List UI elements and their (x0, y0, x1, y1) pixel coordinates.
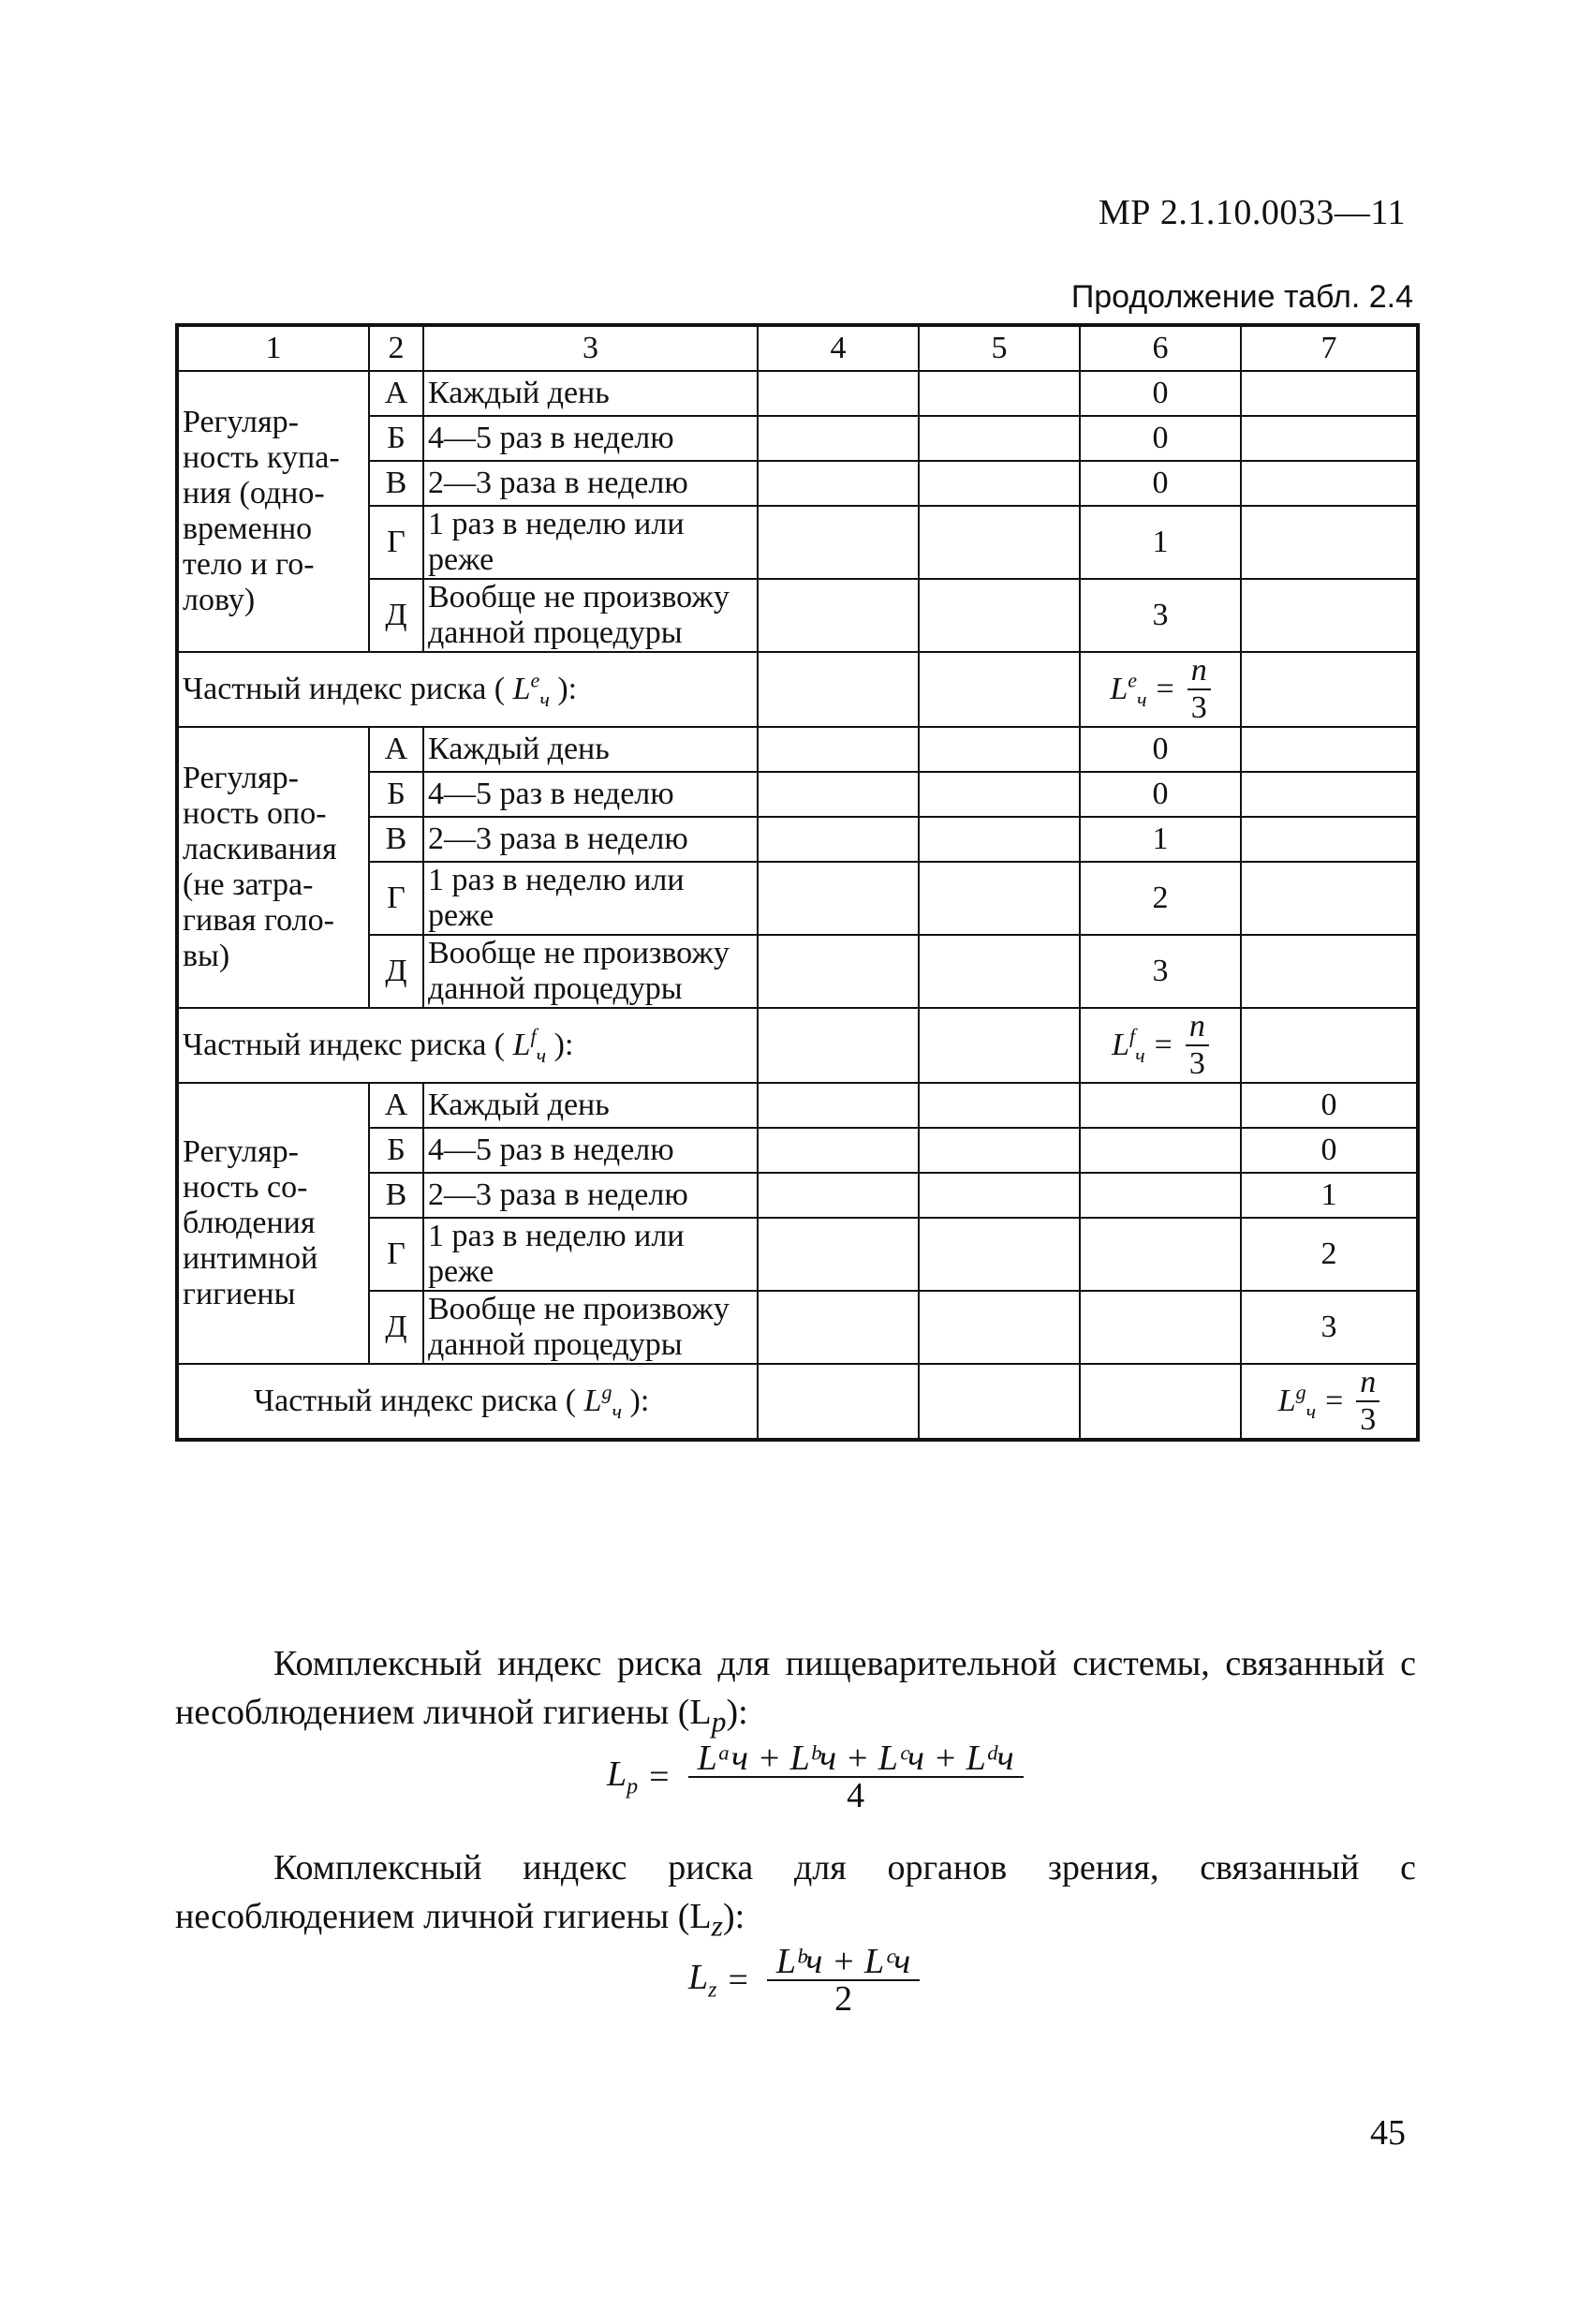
empty-cell (919, 1364, 1080, 1440)
empty-cell (1080, 1083, 1241, 1128)
option-letter: А (369, 1083, 423, 1128)
option-text: 1 раз в неделю или реже (423, 1218, 758, 1291)
formula-digestive-lhs-symbol: L (607, 1754, 627, 1795)
option-text: 4—5 раз в неделю (423, 772, 758, 817)
empty-cell (919, 1008, 1080, 1083)
option-letter: Д (369, 935, 423, 1008)
index-symbol (583, 1380, 623, 1423)
empty-cell (758, 772, 919, 817)
option-text: 1 раз в неделю или реже (423, 862, 758, 935)
col-header: 3 (423, 325, 758, 371)
option-letter: Г (369, 1218, 423, 1291)
option-text: 2—3 раза в неделю (423, 461, 758, 506)
option-text: 2—3 раза в неделю (423, 817, 758, 862)
option-letter: Б (369, 416, 423, 461)
score-cell: 0 (1241, 1083, 1418, 1128)
option-letter: В (369, 1173, 423, 1218)
index-label-suffix: ): (557, 672, 578, 706)
formula-symbol-sub: ч (1305, 1399, 1317, 1423)
empty-cell (919, 1128, 1080, 1173)
col-header: 4 (758, 325, 919, 371)
partial-risk-index-label (177, 652, 758, 727)
formula-symbol-letter: L (1277, 1384, 1296, 1418)
empty-cell (758, 1364, 919, 1440)
empty-cell (919, 652, 1080, 727)
formula-digestive-fraction (688, 1740, 1024, 1813)
option-letter: В (369, 817, 423, 862)
option-text: Каждый день (423, 727, 758, 772)
empty-cell (919, 1083, 1080, 1128)
empty-cell (758, 1083, 919, 1128)
index-symbol-letter: L (583, 1384, 602, 1418)
formula-symbol-sub: ч (1135, 1043, 1145, 1067)
partial-risk-formula: $L^f_ч$ = $\frac{n}{3}$ (1080, 1008, 1241, 1083)
score-cell: 0 (1080, 371, 1241, 416)
parameter-cell: Регуляр-ность со-блюдения интимной гигиены (177, 1083, 369, 1364)
empty-cell (1080, 1364, 1241, 1440)
empty-cell (758, 1128, 919, 1173)
empty-cell (919, 862, 1080, 935)
empty-cell (919, 935, 1080, 1008)
score-cell: 0 (1080, 416, 1241, 461)
col-header: 2 (369, 325, 423, 371)
empty-cell (1241, 416, 1418, 461)
formula-denominator: 3 (1360, 1402, 1377, 1437)
empty-cell (1241, 506, 1418, 579)
formula-vision-lhs-sub: z (708, 1977, 717, 2003)
option-text: 1 раз в неделю или реже (423, 506, 758, 579)
empty-cell (758, 817, 919, 862)
empty-cell (758, 727, 919, 772)
formula-digestive-lhs-sub: p (627, 1774, 639, 1799)
option-letter: Г (369, 506, 423, 579)
partial-risk-index-label (177, 1008, 758, 1083)
empty-cell (919, 506, 1080, 579)
score-cell: 2 (1241, 1218, 1418, 1291)
paragraph-vision-sub: z (711, 1909, 723, 1943)
empty-cell (919, 579, 1080, 652)
empty-cell (1241, 579, 1418, 652)
col-header: 7 (1241, 325, 1418, 371)
option-text: Вообще не произвожу данной процедуры (423, 579, 758, 652)
score-cell: 3 (1080, 935, 1241, 1008)
formula-vision-fraction (767, 1944, 920, 2017)
score-cell: 1 (1080, 506, 1241, 579)
paragraph-vision (175, 1843, 1416, 1951)
empty-cell (919, 772, 1080, 817)
index-label-suffix: ): (629, 1384, 650, 1418)
empty-cell (919, 1291, 1080, 1364)
formula-digestive-lhs (607, 1754, 638, 1800)
option-letter: А (369, 727, 423, 772)
empty-cell (1241, 652, 1418, 727)
index-symbol-sub: ч (539, 687, 550, 711)
formula-numerator: n (1187, 653, 1211, 690)
formula-numerator: n (1186, 1009, 1209, 1046)
formula-digestive-numerator: Lᵃч + Lᵇч + Lᶜч + Lᵈч (688, 1740, 1024, 1778)
empty-cell (758, 935, 919, 1008)
option-text: Вообще не произвожу данной процедуры (423, 1291, 758, 1364)
paragraph-digestive (175, 1639, 1416, 1747)
col-header: 6 (1080, 325, 1241, 371)
paragraph-vision-end: ): (722, 1897, 745, 1936)
table-continuation-caption: Продолжение табл. 2.4 (1070, 279, 1413, 315)
formula-symbol-letter: L (1112, 1028, 1130, 1062)
option-letter: В (369, 461, 423, 506)
empty-cell (1241, 935, 1418, 1008)
score-cell: 1 (1241, 1173, 1418, 1218)
empty-cell (758, 506, 919, 579)
formula-vision-numerator: Lᵇч + Lᶜч (767, 1944, 920, 1981)
empty-cell (919, 817, 1080, 862)
empty-cell (758, 652, 919, 727)
parameter-cell: Регуляр-ность купа-ния (одно-временно тело и го-лову) (177, 371, 369, 652)
table-row (177, 727, 1418, 772)
empty-cell (758, 579, 919, 652)
empty-cell (919, 461, 1080, 506)
empty-cell (758, 371, 919, 416)
empty-cell (1241, 1008, 1418, 1083)
option-text: 4—5 раз в неделю (423, 416, 758, 461)
index-label-prefix: Частный индекс риска ( (183, 672, 506, 706)
empty-cell (1080, 1218, 1241, 1291)
option-letter: Д (369, 579, 423, 652)
hygiene-risk-table (175, 323, 1420, 1442)
empty-cell (1080, 1128, 1241, 1173)
formula-symbol-sup: e (1128, 668, 1137, 692)
index-symbol-letter: L (512, 672, 531, 706)
page-number: 45 (1370, 2113, 1406, 2153)
table-row (177, 371, 1418, 416)
index-symbol-sub: ч (536, 1043, 547, 1067)
index-symbol-letter: L (512, 1028, 531, 1062)
score-cell: 1 (1080, 817, 1241, 862)
empty-cell (758, 862, 919, 935)
empty-cell (758, 1291, 919, 1364)
empty-cell (758, 1218, 919, 1291)
paragraph-vision-text: Комплексный индекс риска для органов зрения, связанный с несоблюдением личной гигиены (L (175, 1848, 1416, 1936)
option-letter: Б (369, 1128, 423, 1173)
empty-cell (758, 416, 919, 461)
index-label-prefix: Частный индекс риска ( (183, 1028, 506, 1062)
empty-cell (1241, 817, 1418, 862)
empty-cell (919, 727, 1080, 772)
empty-cell (1241, 862, 1418, 935)
document-code: МР 2.1.10.0033—11 (1098, 193, 1406, 232)
option-letter: Б (369, 772, 423, 817)
index-label-prefix: Частный индекс риска ( (254, 1384, 577, 1418)
option-text: Вообще не произвожу данной процедуры (423, 935, 758, 1008)
option-text: Каждый день (423, 371, 758, 416)
partial-risk-index-row (177, 1364, 1418, 1440)
formula-digestive: $L_p$ = $\frac{\text{Lᵃч + Lᵇч + Lᶜч + Lᵈч}}{4}$ (607, 1740, 1024, 1813)
option-text: Каждый день (423, 1083, 758, 1128)
option-letter: А (369, 371, 423, 416)
table-row (177, 1083, 1418, 1128)
partial-risk-formula: $L^e_ч$ = $\frac{n}{3}$ (1080, 652, 1241, 727)
option-text: 2—3 раза в неделю (423, 1173, 758, 1218)
score-cell: 0 (1080, 461, 1241, 506)
option-letter: Д (369, 1291, 423, 1364)
index-symbol-sup: f (530, 1024, 537, 1048)
formula-denominator: 3 (1188, 1046, 1205, 1081)
score-cell: 2 (1080, 862, 1241, 935)
empty-cell (1241, 772, 1418, 817)
score-cell: 0 (1080, 772, 1241, 817)
option-text: 4—5 раз в неделю (423, 1128, 758, 1173)
partial-risk-index-row (177, 652, 1418, 727)
paragraph-digestive-sub: p (711, 1705, 727, 1739)
table-header-row (177, 325, 1418, 371)
empty-cell (919, 1173, 1080, 1218)
formula-vision-lhs (688, 1957, 716, 2004)
empty-cell (758, 1173, 919, 1218)
formula-numerator: n (1356, 1365, 1379, 1402)
col-header: 5 (919, 325, 1080, 371)
empty-cell (919, 416, 1080, 461)
empty-cell (758, 1008, 919, 1083)
paragraph-digestive-end: ): (726, 1693, 748, 1732)
formula-vision-denominator: 2 (834, 1979, 853, 2019)
index-symbol (512, 1024, 547, 1067)
score-cell: 3 (1080, 579, 1241, 652)
formula-vision-lhs-symbol: L (688, 1958, 709, 1998)
formula-symbol-sub: ч (1137, 687, 1147, 711)
empty-cell (919, 371, 1080, 416)
partial-risk-index-label (177, 1364, 758, 1440)
empty-cell (1241, 371, 1418, 416)
formula-symbol-letter: L (1110, 672, 1128, 706)
empty-cell (919, 1218, 1080, 1291)
empty-cell (1241, 461, 1418, 506)
empty-cell (758, 461, 919, 506)
index-symbol-sub: ч (612, 1399, 623, 1423)
index-symbol-sup: g (601, 1380, 612, 1404)
index-label-suffix: ): (553, 1028, 574, 1062)
empty-cell (1080, 1173, 1241, 1218)
partial-risk-index-row (177, 1008, 1418, 1083)
index-symbol-sup: e (530, 668, 540, 692)
index-symbol (512, 668, 550, 711)
formula-vision: $L_z$ = $\frac{\text{Lᵇч + Lᶜч}}{2}$ (688, 1944, 920, 2017)
col-header: 1 (177, 325, 369, 371)
partial-risk-formula: $L^g_ч$ = $\frac{n}{3}$ (1241, 1364, 1418, 1440)
score-cell: 0 (1241, 1128, 1418, 1173)
score-cell: 3 (1241, 1291, 1418, 1364)
formula-symbol-sup: g (1295, 1380, 1306, 1404)
formula-digestive-denominator: 4 (847, 1776, 865, 1815)
parameter-cell: Регуляр-ность опо-ласкивания (не затра-гивая голо-вы) (177, 727, 369, 1008)
paragraph-digestive-text: Комплексный индекс риска для пищеварительной системы, связанный с несоблюдением личной гигиены (L (175, 1644, 1416, 1732)
option-letter: Г (369, 862, 423, 935)
formula-symbol-sup: f (1129, 1024, 1136, 1048)
formula-denominator: 3 (1190, 690, 1207, 725)
empty-cell (1241, 727, 1418, 772)
score-cell: 0 (1080, 727, 1241, 772)
empty-cell (1080, 1291, 1241, 1364)
